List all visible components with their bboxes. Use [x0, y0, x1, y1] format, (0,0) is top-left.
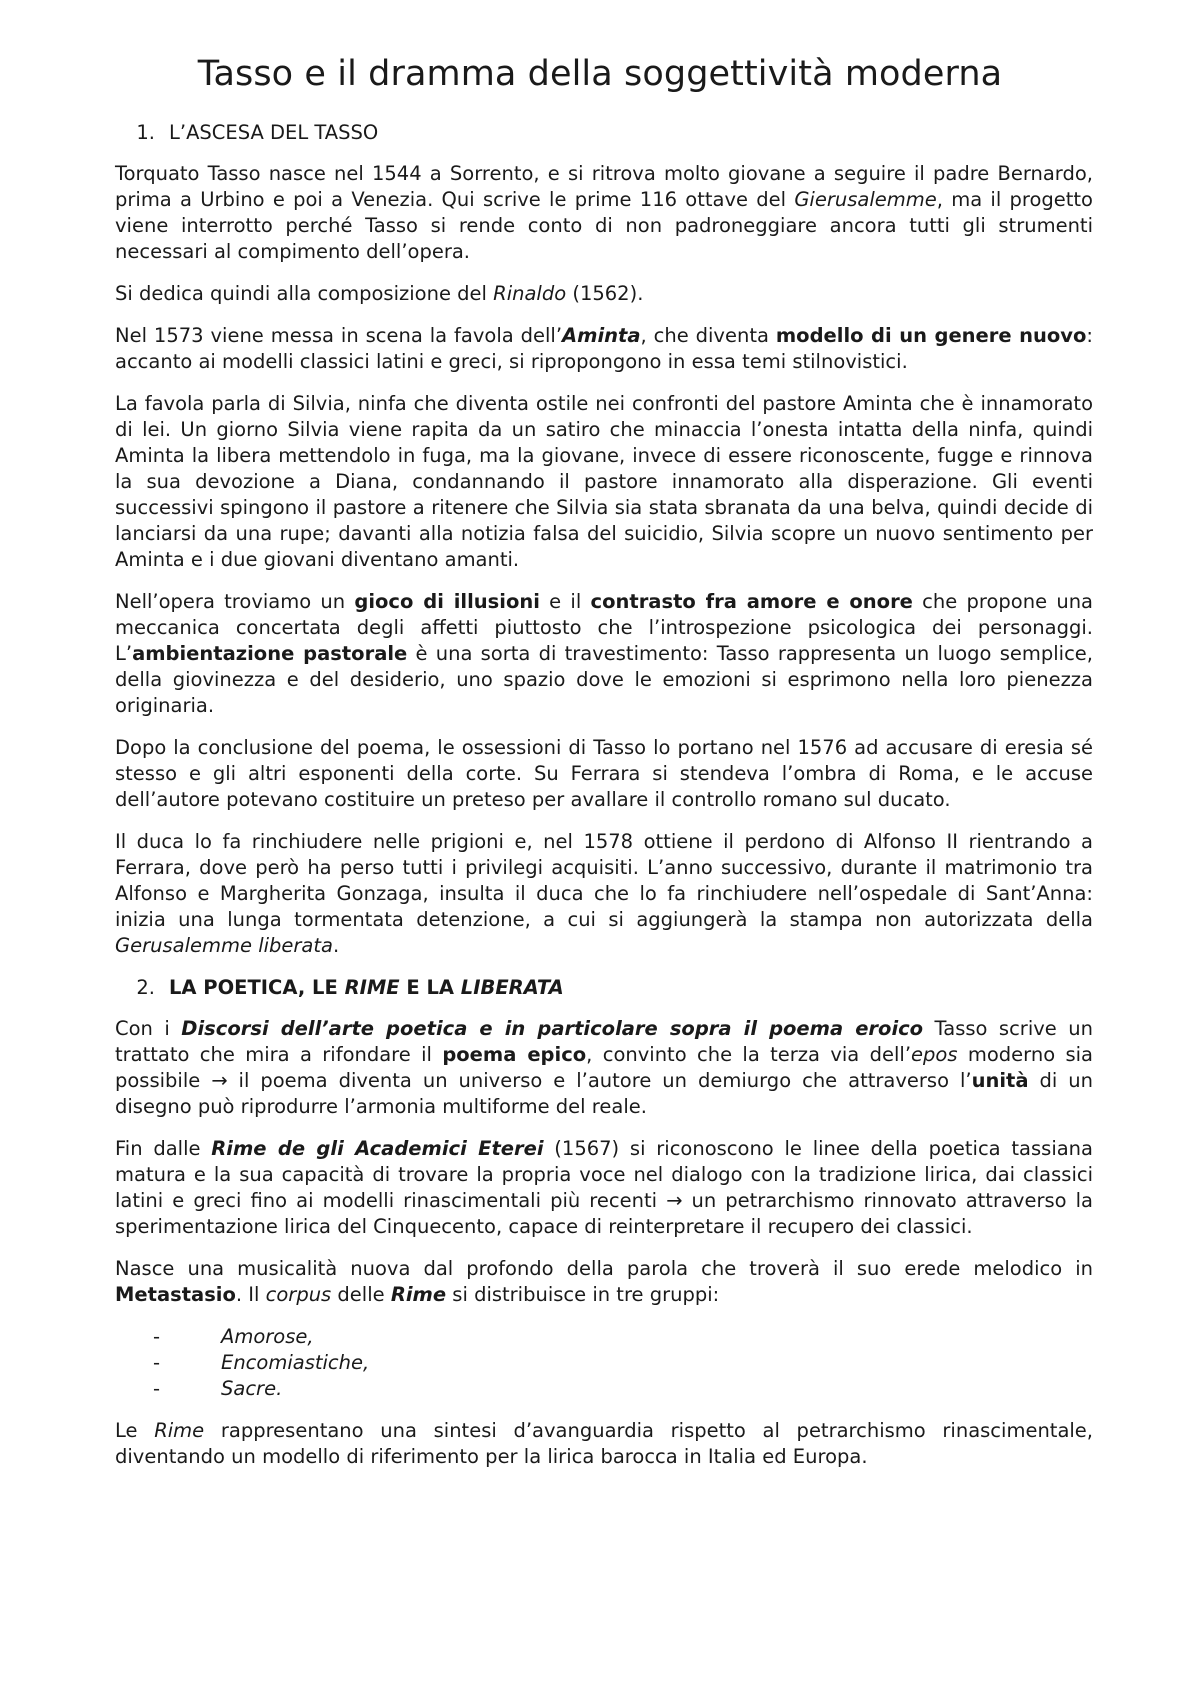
paragraph: Le Rime rappresentano una sintesi d’avanguardia rispetto al petrarchismo rinascimentale, diventando un modello di riferimento per la lirica barocca in Italia ed Europa. — [115, 1419, 1094, 1468]
paragraph: Si dedica quindi alla composizione del Rinaldo (1562). — [115, 282, 644, 305]
rime-groups-list — [115, 1324, 1093, 1402]
section-heading-1 — [115, 120, 1093, 146]
paragraph: La favola parla di Silvia, ninfa che diventa ostile nei confronti del pastore Aminta che è innamorato di lei. Un giorno Silvia viene rapita da un satiro che minaccia l’onesta intatta della ninfa, quindi Aminta la libera mettendolo in fuga, ma la giovane, invece di essere riconoscente, fugge e rinnova la sua devozione a Diana, condannando il pastore innamorato alla disperazione. Gli eventi successivi spingono il pastore a ritenere che Silvia sia stata sbranata da una belva, quindi decide di lanciarsi da una rupe; davanti alla notizia falsa del suicidio, Silvia scopre un nuovo sentimento per Aminta e i due giovani diventano amanti. — [115, 392, 1093, 571]
paragraph: Fin dalle Rime de gli Academici Eterei (1567) si riconoscono le linee della poetica tassiana matura e la sua capacità di trovare la propria voce nel dialogo con la tradizione lirica, dai classici latini e greci fino ai modelli rinascimentali più recenti → un petrarchismo rinnovato attraverso la sperimentazione lirica del Cinquecento, capace di reinterpretare il recupero dei classici. — [115, 1137, 1093, 1238]
paragraph: Il duca lo fa rinchiudere nelle prigioni e, nel 1578 ottiene il perdono di Alfonso II rientrando a Ferrara, dove però ha perso tutti i privilegi acquisiti. L’anno successivo, durante il matrimonio tra Alfonso e Margherita Gonzaga, insulta il duca che lo fa rinchiudere nell’ospedale di Sant’Anna: inizia una lunga tormentata detenzione, a cui si aggiungerà la stampa non autorizzata della Gerusalemme liberata. — [115, 830, 1093, 957]
document-title: Tasso e il dramma della soggettività moderna — [197, 54, 1003, 94]
paragraph: Con i Discorsi dell’arte poetica e in particolare sopra il poema eroico Tasso scrive un trattato che mira a rifondare il poema epico, convinto che la terza via dell’epos moderno sia possibile → il poema diventa un universo e l’autore un demiurgo che attraverso l’unità di un disegno può riprodurre l’armonia multiforme del reale. — [115, 1017, 1094, 1118]
list-item: - Encomiastiche, — [153, 1351, 370, 1374]
section-title: LA POETICA, LE RIME E LA LIBERATA — [169, 976, 564, 999]
list-item: - Sacre. — [153, 1377, 283, 1400]
section-number: 1. — [136, 121, 155, 144]
paragraph: Nasce una musicalità nuova dal profondo della parola che troverà il suo erede melodico in Metastasio. Il corpus delle Rime si distribuisce in tre gruppi: — [115, 1257, 1093, 1306]
paragraph: Dopo la conclusione del poema, le ossessioni di Tasso lo portano nel 1576 ad accusare di eresia sé stesso e gli altri esponenti della corte. Su Ferrara si stendeva l’ombra di Roma, e le accuse dell’autore potevano costituire un preteso per avallare il controllo romano sul ducato. — [115, 736, 1093, 811]
paragraph: Nell’opera troviamo un gioco di illusioni e il contrasto fra amore e onore che propone una meccanica concertata degli affetti piuttosto che l’introspezione psicologica dei personaggi. L’ambientazione pastorale è una sorta di travestimento: Tasso rappresenta un luogo semplice, della giovinezza e del desiderio, uno spazio dove le emozioni si esprimono nella loro pienezza originaria. — [115, 590, 1094, 717]
section-heading-2 — [115, 975, 1093, 1001]
section-number: 2. — [136, 976, 155, 999]
paragraph: Torquato Tasso nasce nel 1544 a Sorrento, e si ritrova molto giovane a seguire il padre Bernardo, prima a Urbino e poi a Venezia. Qui scrive le prime 116 ottave del Gierusalemme, ma il progetto viene interrotto perché Tasso si rende conto di non padroneggiare ancora tutti gli strumenti necessari al compimento dell’opera. — [115, 162, 1093, 263]
list-item: - Amorose, — [153, 1325, 314, 1348]
paragraph: Nel 1573 viene messa in scena la favola dell’Aminta, che diventa modello di un genere nuovo: accanto ai modelli classici latini e greci, si ripropongono in essa temi stilnovistici. — [115, 324, 1093, 373]
section-title: L’ASCESA DEL TASSO — [169, 121, 379, 144]
document-body — [115, 120, 1093, 1486]
